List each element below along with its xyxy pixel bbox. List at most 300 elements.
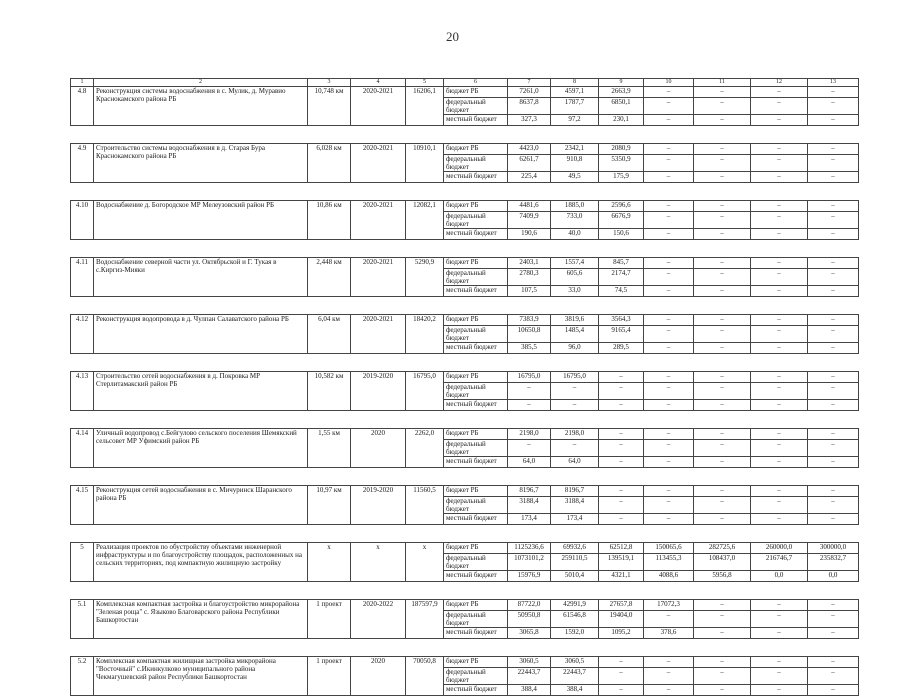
- funding-source: федеральный бюджет: [444, 611, 508, 628]
- group-spacer: [71, 354, 859, 372]
- funding-value: 2663,9: [599, 87, 644, 98]
- funding-value: –: [551, 440, 599, 457]
- funding-value: 388,4: [508, 685, 551, 696]
- spacer-cell: [71, 582, 859, 600]
- item-cost: 16795,0: [406, 372, 444, 411]
- group-spacer: [71, 183, 859, 201]
- funding-value: 300000,0: [808, 543, 859, 554]
- funding-value: –: [808, 258, 859, 269]
- funding-value: –: [644, 497, 694, 514]
- funding-value: –: [644, 514, 694, 525]
- item-cost: 2262,0: [406, 429, 444, 468]
- column-number: 13: [808, 79, 859, 87]
- funding-value: 4481,6: [508, 201, 551, 212]
- funding-value: 1592,0: [551, 628, 599, 639]
- funding-value: 42991,9: [551, 600, 599, 611]
- item-name: Реконструкция сетей водоснабжения в с. Мичуринск Шаранского района РБ: [94, 486, 308, 525]
- item-years: 2019-2020: [351, 486, 406, 525]
- item-number: 5.2: [71, 657, 94, 696]
- funding-value: –: [644, 212, 694, 229]
- funding-value: –: [508, 383, 551, 400]
- funding-value: –: [644, 668, 694, 685]
- group-spacer: [71, 297, 859, 315]
- funding-source: федеральный бюджет: [444, 155, 508, 172]
- funding-value: 69932,6: [551, 543, 599, 554]
- funding-value: 74,5: [599, 286, 644, 297]
- item-name: Уличный водопровод с.Бейгулово сельского поселения Шемякский сельсовет МР Уфимский район РБ: [94, 429, 308, 468]
- funding-value: 8637,8: [508, 98, 551, 115]
- funding-row: [71, 201, 859, 212]
- funding-value: –: [599, 657, 644, 668]
- funding-source: местный бюджет: [444, 514, 508, 525]
- item-cost: 18420,2: [406, 315, 444, 354]
- funding-value: –: [694, 600, 751, 611]
- funding-source: местный бюджет: [444, 628, 508, 639]
- item-capacity: 10,97 км: [308, 486, 351, 525]
- funding-value: 22443,7: [508, 668, 551, 685]
- funding-value: –: [694, 144, 751, 155]
- funding-value: 150,6: [599, 229, 644, 240]
- column-number: 1: [71, 79, 94, 87]
- funding-value: –: [751, 657, 808, 668]
- funding-value: –: [694, 201, 751, 212]
- spacer-cell: [71, 354, 859, 372]
- funding-value: –: [644, 611, 694, 628]
- funding-value: –: [694, 429, 751, 440]
- column-number: 5: [406, 79, 444, 87]
- funding-value: –: [751, 201, 808, 212]
- funding-value: –: [751, 258, 808, 269]
- funding-source: бюджет РБ: [444, 87, 508, 98]
- funding-value: –: [808, 600, 859, 611]
- funding-value: –: [751, 87, 808, 98]
- funding-value: 50950,8: [508, 611, 551, 628]
- funding-value: 605,6: [551, 269, 599, 286]
- funding-value: 64,0: [508, 457, 551, 468]
- funding-value: 260000,0: [751, 543, 808, 554]
- funding-source: бюджет РБ: [444, 201, 508, 212]
- funding-value: –: [644, 440, 694, 457]
- funding-value: –: [751, 440, 808, 457]
- funding-value: –: [694, 611, 751, 628]
- item-capacity: 1 проект: [308, 600, 351, 639]
- item-years: 2020-2022: [351, 600, 406, 639]
- group-spacer: [71, 582, 859, 600]
- funding-value: –: [751, 144, 808, 155]
- funding-value: –: [808, 269, 859, 286]
- funding-value: –: [751, 343, 808, 354]
- funding-value: 4597,1: [551, 87, 599, 98]
- funding-value: 107,5: [508, 286, 551, 297]
- funding-value: –: [808, 87, 859, 98]
- funding-source: федеральный бюджет: [444, 269, 508, 286]
- funding-value: 2403,1: [508, 258, 551, 269]
- funding-value: –: [599, 457, 644, 468]
- funding-value: –: [644, 115, 694, 126]
- spacer-cell: [71, 525, 859, 543]
- funding-value: 6676,9: [599, 212, 644, 229]
- group-spacer: [71, 240, 859, 258]
- funding-value: –: [644, 372, 694, 383]
- funding-source: федеральный бюджет: [444, 98, 508, 115]
- funding-value: –: [808, 685, 859, 696]
- item-capacity: 6,028 км: [308, 144, 351, 183]
- funding-source: местный бюджет: [444, 229, 508, 240]
- funding-value: –: [808, 657, 859, 668]
- funding-value: 327,3: [508, 115, 551, 126]
- column-number: 12: [751, 79, 808, 87]
- funding-source: местный бюджет: [444, 172, 508, 183]
- funding-value: 3060,5: [551, 657, 599, 668]
- funding-value: –: [751, 514, 808, 525]
- funding-value: –: [808, 497, 859, 514]
- funding-value: 19404,0: [599, 611, 644, 628]
- funding-value: –: [751, 98, 808, 115]
- funding-value: –: [694, 440, 751, 457]
- funding-value: –: [694, 258, 751, 269]
- funding-value: 1073101,2: [508, 554, 551, 571]
- item-capacity: 1 проект: [308, 657, 351, 696]
- funding-value: 64,0: [551, 457, 599, 468]
- funding-value: 108437,0: [694, 554, 751, 571]
- funding-value: 3065,8: [508, 628, 551, 639]
- item-capacity: 2,448 км: [308, 258, 351, 297]
- funding-row: [71, 372, 859, 383]
- funding-value: 175,9: [599, 172, 644, 183]
- funding-value: 235832,7: [808, 554, 859, 571]
- funding-value: 5956,8: [694, 571, 751, 582]
- funding-row: [71, 258, 859, 269]
- funding-value: –: [599, 383, 644, 400]
- funding-value: 3564,3: [599, 315, 644, 326]
- item-years: х: [351, 543, 406, 582]
- funding-value: 7409,9: [508, 212, 551, 229]
- funding-value: –: [751, 685, 808, 696]
- funding-value: –: [808, 514, 859, 525]
- item-name: Реализация проектов по обустройству объектами инженерной инфраструктуры и по благоустройству площадок, расположенных на сельских территориях, под компактную жилищную застройку: [94, 543, 308, 582]
- spacer-cell: [71, 240, 859, 258]
- funding-value: 61546,8: [551, 611, 599, 628]
- funding-value: –: [808, 229, 859, 240]
- item-years: 2020-2021: [351, 258, 406, 297]
- spacer-cell: [71, 468, 859, 486]
- item-name: Комплексная компактная застройка и благоустройство микрорайона "Зеленая роща" с. Языково Благоварского района Республики Башкортостан: [94, 600, 308, 639]
- spacer-cell: [71, 639, 859, 657]
- funding-value: –: [808, 286, 859, 297]
- funding-value: –: [694, 286, 751, 297]
- item-number: 4.8: [71, 87, 94, 126]
- column-number: 11: [694, 79, 751, 87]
- funding-value: –: [751, 326, 808, 343]
- funding-value: –: [751, 668, 808, 685]
- funding-value: –: [808, 400, 859, 411]
- funding-value: –: [599, 668, 644, 685]
- funding-value: –: [644, 315, 694, 326]
- funding-value: 733,0: [551, 212, 599, 229]
- funding-value: –: [694, 400, 751, 411]
- funding-value: –: [808, 486, 859, 497]
- funding-value: –: [751, 286, 808, 297]
- funding-source: бюджет РБ: [444, 600, 508, 611]
- funding-value: –: [694, 326, 751, 343]
- funding-value: 225,4: [508, 172, 551, 183]
- funding-value: –: [644, 286, 694, 297]
- funding-value: 2198,0: [551, 429, 599, 440]
- item-number: 4.13: [71, 372, 94, 411]
- funding-source: бюджет РБ: [444, 486, 508, 497]
- funding-value: 6261,7: [508, 155, 551, 172]
- group-spacer: [71, 639, 859, 657]
- funding-value: –: [644, 400, 694, 411]
- item-years: 2020-2021: [351, 315, 406, 354]
- funding-value: 9165,4: [599, 326, 644, 343]
- funding-source: бюджет РБ: [444, 315, 508, 326]
- item-cost: 12082,1: [406, 201, 444, 240]
- funding-value: –: [694, 497, 751, 514]
- funding-source: бюджет РБ: [444, 543, 508, 554]
- funding-source: федеральный бюджет: [444, 497, 508, 514]
- funding-value: 2780,3: [508, 269, 551, 286]
- funding-value: –: [508, 400, 551, 411]
- funding-value: 49,5: [551, 172, 599, 183]
- funding-value: –: [751, 383, 808, 400]
- funding-value: –: [808, 155, 859, 172]
- funding-value: –: [694, 87, 751, 98]
- item-number: 4.14: [71, 429, 94, 468]
- funding-value: –: [599, 497, 644, 514]
- funding-value: –: [694, 269, 751, 286]
- funding-value: –: [694, 343, 751, 354]
- item-cost: 11560,5: [406, 486, 444, 525]
- funding-value: 385,5: [508, 343, 551, 354]
- funding-value: –: [751, 155, 808, 172]
- item-number: 4.9: [71, 144, 94, 183]
- funding-row: [71, 87, 859, 98]
- funding-value: 388,4: [551, 685, 599, 696]
- funding-value: –: [808, 383, 859, 400]
- funding-value: –: [751, 400, 808, 411]
- funding-value: –: [644, 87, 694, 98]
- funding-value: –: [644, 343, 694, 354]
- funding-value: 16795,0: [551, 372, 599, 383]
- funding-value: 113455,3: [644, 554, 694, 571]
- item-years: 2020: [351, 429, 406, 468]
- funding-source: местный бюджет: [444, 571, 508, 582]
- item-cost: х: [406, 543, 444, 582]
- funding-value: –: [808, 315, 859, 326]
- item-name: Строительство сетей водоснабжения в д. Покровка МР Стерлитамакский район РБ: [94, 372, 308, 411]
- funding-value: –: [694, 372, 751, 383]
- funding-value: 173,4: [551, 514, 599, 525]
- funding-row: [71, 657, 859, 668]
- funding-value: –: [644, 98, 694, 115]
- funding-value: –: [551, 383, 599, 400]
- funding-value: 3188,4: [508, 497, 551, 514]
- funding-value: –: [808, 429, 859, 440]
- funding-value: –: [599, 372, 644, 383]
- funding-value: –: [808, 115, 859, 126]
- funding-value: 845,7: [599, 258, 644, 269]
- funding-value: 1485,4: [551, 326, 599, 343]
- funding-value: 0,0: [751, 571, 808, 582]
- funding-source: местный бюджет: [444, 286, 508, 297]
- funding-value: –: [644, 486, 694, 497]
- funding-source: бюджет РБ: [444, 657, 508, 668]
- funding-value: 22443,7: [551, 668, 599, 685]
- funding-value: –: [644, 144, 694, 155]
- item-number: 5: [71, 543, 94, 582]
- funding-value: 6850,1: [599, 98, 644, 115]
- spacer-cell: [71, 297, 859, 315]
- item-capacity: х: [308, 543, 351, 582]
- funding-value: 97,2: [551, 115, 599, 126]
- funding-value: 259110,5: [551, 554, 599, 571]
- funding-value: –: [644, 269, 694, 286]
- funding-value: 3060,5: [508, 657, 551, 668]
- item-name: Комплексная компактная жилищная застройка микрорайона "Восточный" с.Икинкулково муниципального района Чекмагушевский район Республики Башкортостан: [94, 657, 308, 696]
- funding-value: –: [644, 657, 694, 668]
- funding-source: бюджет РБ: [444, 372, 508, 383]
- funding-value: –: [751, 628, 808, 639]
- funding-value: 96,0: [551, 343, 599, 354]
- funding-value: –: [599, 514, 644, 525]
- funding-value: –: [694, 514, 751, 525]
- item-name: Реконструкция системы водоснабжения в с. Мулик, д. Муравио Краснокамского района РБ: [94, 87, 308, 126]
- funding-value: –: [808, 343, 859, 354]
- funding-value: 2342,1: [551, 144, 599, 155]
- funding-value: 3188,4: [551, 497, 599, 514]
- funding-value: 7261,0: [508, 87, 551, 98]
- funding-value: –: [694, 486, 751, 497]
- funding-value: –: [644, 326, 694, 343]
- item-capacity: 1,55 км: [308, 429, 351, 468]
- funding-value: 4423,0: [508, 144, 551, 155]
- funding-value: 1885,0: [551, 201, 599, 212]
- funding-value: 4321,1: [599, 571, 644, 582]
- funding-value: 378,6: [644, 628, 694, 639]
- funding-value: –: [751, 372, 808, 383]
- funding-value: –: [694, 668, 751, 685]
- funding-value: 16795,0: [508, 372, 551, 383]
- funding-value: –: [694, 685, 751, 696]
- funding-value: 3819,6: [551, 315, 599, 326]
- spacer-cell: [71, 126, 859, 144]
- item-capacity: 6,04 км: [308, 315, 351, 354]
- funding-value: –: [644, 457, 694, 468]
- funding-source: федеральный бюджет: [444, 668, 508, 685]
- funding-value: –: [694, 172, 751, 183]
- page-number: 20: [446, 29, 459, 44]
- funding-value: –: [644, 201, 694, 212]
- funding-value: –: [694, 155, 751, 172]
- funding-value: 289,5: [599, 343, 644, 354]
- funding-value: –: [751, 212, 808, 229]
- funding-value: –: [694, 212, 751, 229]
- item-capacity: 10,86 км: [308, 201, 351, 240]
- funding-value: 1125236,6: [508, 543, 551, 554]
- item-name: Водоснабжение северной части ул. Октябрьской и Г. Тукая в с.Киргиз-Мияки: [94, 258, 308, 297]
- funding-row: [71, 144, 859, 155]
- funding-value: –: [644, 155, 694, 172]
- funding-value: –: [751, 172, 808, 183]
- item-cost: 187597,9: [406, 600, 444, 639]
- column-number: 6: [444, 79, 508, 87]
- funding-value: 282725,6: [694, 543, 751, 554]
- funding-value: 5010,4: [551, 571, 599, 582]
- funding-value: –: [808, 440, 859, 457]
- funding-value: –: [644, 429, 694, 440]
- funding-source: бюджет РБ: [444, 144, 508, 155]
- item-years: 2019-2020: [351, 372, 406, 411]
- funding-source: федеральный бюджет: [444, 383, 508, 400]
- column-number-row: [71, 79, 859, 87]
- item-cost: 10910,1: [406, 144, 444, 183]
- funding-value: –: [694, 315, 751, 326]
- funding-value: 1787,7: [551, 98, 599, 115]
- funding-value: –: [751, 457, 808, 468]
- funding-source: бюджет РБ: [444, 258, 508, 269]
- funding-value: –: [808, 98, 859, 115]
- column-number: 3: [308, 79, 351, 87]
- funding-value: 150065,6: [644, 543, 694, 554]
- funding-value: –: [694, 229, 751, 240]
- funding-value: –: [644, 383, 694, 400]
- funding-value: 17072,3: [644, 600, 694, 611]
- funding-value: –: [644, 229, 694, 240]
- funding-value: –: [808, 372, 859, 383]
- funding-value: –: [508, 440, 551, 457]
- funding-value: 2080,9: [599, 144, 644, 155]
- item-number: 4.10: [71, 201, 94, 240]
- funding-value: –: [751, 229, 808, 240]
- item-capacity: 10,582 км: [308, 372, 351, 411]
- funding-value: –: [599, 400, 644, 411]
- group-spacer: [71, 468, 859, 486]
- funding-source: федеральный бюджет: [444, 440, 508, 457]
- funding-value: 1095,2: [599, 628, 644, 639]
- spacer-cell: [71, 183, 859, 201]
- funding-value: 8196,7: [551, 486, 599, 497]
- column-number: 8: [551, 79, 599, 87]
- funding-source: федеральный бюджет: [444, 212, 508, 229]
- item-number: 4.11: [71, 258, 94, 297]
- funding-value: 40,0: [551, 229, 599, 240]
- item-cost: 5290,9: [406, 258, 444, 297]
- funding-value: –: [694, 115, 751, 126]
- funding-value: –: [751, 269, 808, 286]
- funding-value: –: [808, 201, 859, 212]
- funding-value: 10650,8: [508, 326, 551, 343]
- funding-value: –: [808, 628, 859, 639]
- funding-source: местный бюджет: [444, 400, 508, 411]
- funding-value: 2596,6: [599, 201, 644, 212]
- funding-value: –: [808, 326, 859, 343]
- funding-row: [71, 315, 859, 326]
- item-name: Реконструкция водопровода в д. Чулпан Салаватского района РБ: [94, 315, 308, 354]
- funding-value: 230,1: [599, 115, 644, 126]
- funding-value: 190,6: [508, 229, 551, 240]
- funding-value: –: [599, 429, 644, 440]
- item-number: 4.15: [71, 486, 94, 525]
- funding-value: –: [751, 497, 808, 514]
- funding-source: местный бюджет: [444, 457, 508, 468]
- funding-value: 27657,8: [599, 600, 644, 611]
- funding-row: [71, 543, 859, 554]
- funding-value: –: [644, 685, 694, 696]
- funding-value: 7383,9: [508, 315, 551, 326]
- funding-value: –: [751, 429, 808, 440]
- item-years: 2020: [351, 657, 406, 696]
